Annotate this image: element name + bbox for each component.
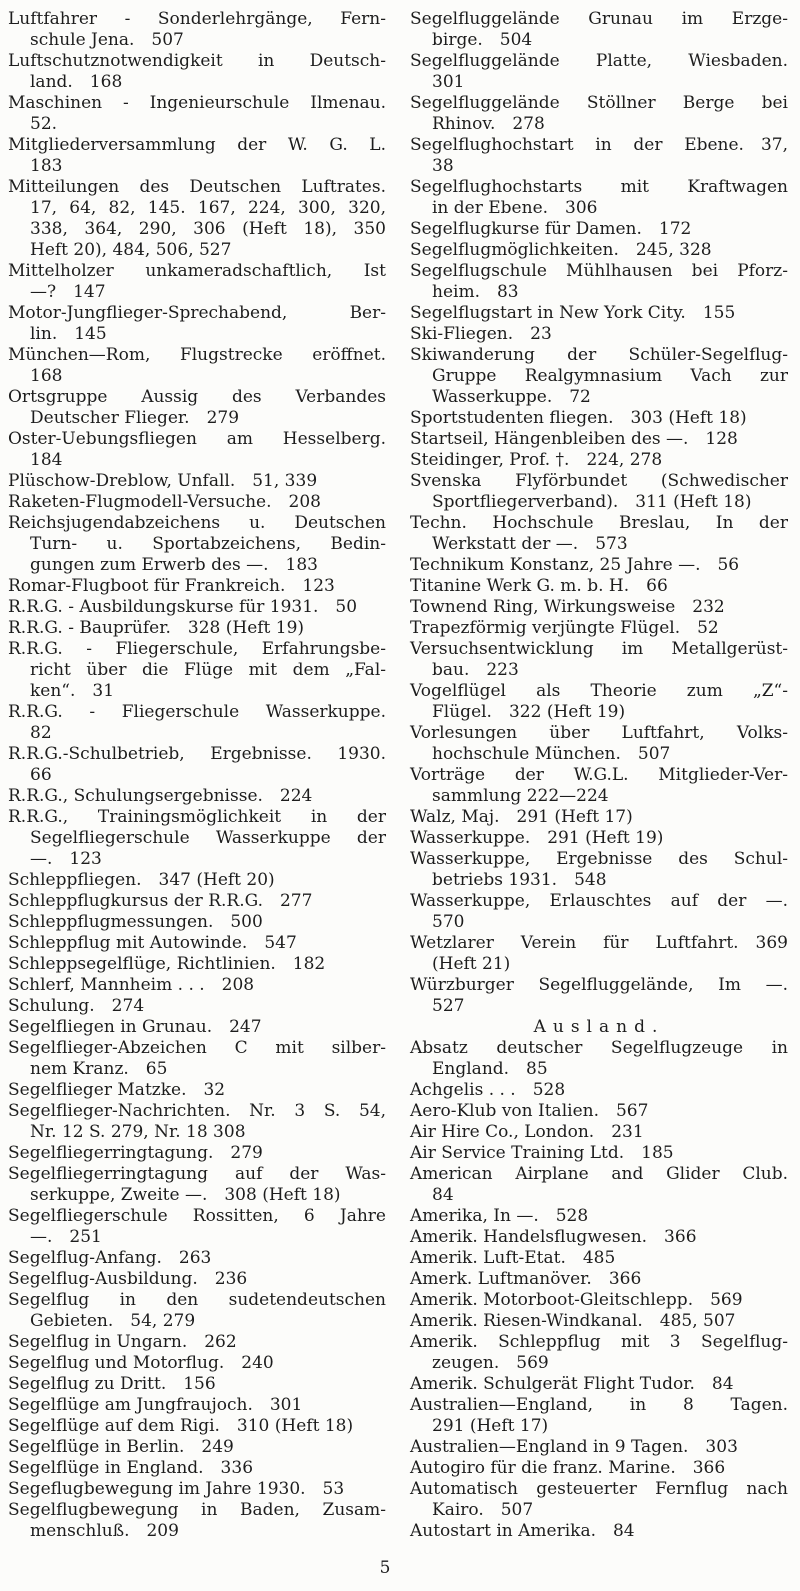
index-entry-line: 184: [30, 450, 63, 470]
index-entry-line: birge. 504: [432, 30, 533, 50]
index-entry-line: Svenska Flyförbundet (Schwedischer: [410, 471, 788, 491]
index-entry: [410, 933, 788, 975]
index-entry: [8, 891, 386, 912]
index-entry: [410, 1080, 788, 1101]
index-entry: [8, 471, 386, 492]
index-entry: [410, 471, 788, 513]
index-entry-line: Wasserkuppe, Ergebnisse des Schul-: [410, 849, 788, 869]
index-entry: [410, 1332, 788, 1374]
index-entry: [8, 1290, 386, 1332]
index-entry-line: 17, 64, 82, 145. 167, 224, 300, 320,: [30, 198, 386, 218]
index-entry: [8, 744, 386, 786]
index-entry-line: Autostart in Amerika. 84: [410, 1521, 635, 1541]
index-entry-line: Segelflughochstart in der Ebene. 37,: [410, 135, 788, 155]
index-entry: [8, 786, 386, 807]
index-entry: [8, 870, 386, 891]
index-entry: [8, 912, 386, 933]
index-entry-line: Techn. Hochschule Breslau, In der: [410, 513, 788, 533]
index-entry-line: Segelfluggelände Grunau im Erzge-: [410, 9, 788, 29]
index-entry-line: Segelflugmöglichkeiten. 245, 328: [410, 240, 712, 260]
index-entry-line: Plüschow-Dreblow, Unfall. 51, 339: [8, 471, 318, 491]
index-entry-line: lin. 145: [30, 324, 107, 344]
index-entry: [410, 93, 788, 135]
index-entry-line: Nr. 12 S. 279, Nr. 18 308: [30, 1122, 246, 1142]
index-entry-line: 66: [30, 765, 52, 785]
index-entry-line: Air Hire Co., London. 231: [410, 1122, 644, 1142]
index-entry: [8, 345, 386, 387]
index-entry: [8, 1500, 386, 1542]
index-entry-line: Skiwanderung der Schüler-Segelflug-: [410, 345, 788, 365]
index-entry-line: bau. 223: [432, 660, 519, 680]
index-entry-line: Amerika, In —. 528: [410, 1206, 589, 1226]
index-entry-line: serkuppe, Zweite —. 308 (Heft 18): [30, 1185, 341, 1205]
index-entry: [410, 975, 788, 1017]
index-entry: [410, 1248, 788, 1269]
index-entry-line: Deutscher Flieger. 279: [30, 408, 240, 428]
index-entry-line: Amerk. Luftmanöver. 366: [410, 1269, 642, 1289]
index-entry-line: 82: [30, 723, 52, 743]
index-entry-line: Werkstatt der —. 573: [432, 534, 628, 554]
index-entry: [410, 1143, 788, 1164]
index-entry-line: Amerik. Motorboot-Gleitschlepp. 569: [410, 1290, 743, 1310]
index-entry-line: R.R.G. - Bauprüfer. 328 (Heft 19): [8, 618, 305, 638]
index-entry-line: Mittelholzer unkameradschaftlich, Ist: [8, 261, 386, 281]
index-entry: [410, 1521, 788, 1542]
index-entry: [8, 261, 386, 303]
index-entry-line: R.R.G., Schulungsergebnisse. 224: [8, 786, 313, 806]
index-entry-line: Sportstudenten fliegen. 303 (Heft 18): [410, 408, 747, 428]
index-entry-line: Australien—England, in 8 Tagen.: [410, 1395, 788, 1415]
index-entry: [410, 1311, 788, 1332]
index-entry-line: Schlerf, Mannheim . . . 208: [8, 975, 255, 995]
index-entry-line: Segelflugbewegung in Baden, Zusam-: [8, 1500, 386, 1520]
index-entry: [410, 723, 788, 765]
index-entry-line: Wetzlarer Verein für Luftfahrt. 369: [410, 933, 788, 953]
index-entry: [410, 1479, 788, 1521]
index-entry-line: Walz, Maj. 291 (Heft 17): [410, 807, 633, 827]
index-entry-line: Rhinov. 278: [432, 114, 545, 134]
index-entry-line: schule Jena. 507: [30, 30, 184, 50]
index-entry-line: Turn- u. Sportabzeichens, Bedin-: [30, 534, 386, 554]
index-entry: [410, 1164, 788, 1206]
index-entry: [410, 1122, 788, 1143]
index-entry-line: Wasserkuppe, Erlauschtes auf der —.: [410, 891, 788, 911]
index-entry-line: 38: [432, 156, 454, 176]
index-entry: [8, 387, 386, 429]
index-entry: [410, 51, 788, 93]
index-columns: [8, 9, 786, 1542]
index-entry-line: ken“. 31: [30, 681, 115, 701]
index-entry-line: Kairo. 507: [432, 1500, 534, 1520]
index-entry-line: Heft 20), 484, 506, 527: [30, 240, 232, 260]
index-entry-line: Aero-Klub von Italien. 567: [410, 1101, 649, 1121]
index-entry: [410, 849, 788, 891]
index-entry: [8, 1458, 386, 1479]
index-entry-line: Mitgliederversammlung der W. G. L.: [8, 135, 386, 155]
index-entry-line: Achgelis . . . 528: [410, 1080, 566, 1100]
index-entry: [410, 177, 788, 219]
index-entry-line: Luftfahrer - Sonderlehrgänge, Fern-: [8, 9, 386, 29]
index-entry-line: Flügel. 322 (Heft 19): [432, 702, 626, 722]
index-entry: [8, 597, 386, 618]
index-entry-line: Amerik. Handelsflugwesen. 366: [410, 1227, 697, 1247]
index-entry: [410, 408, 788, 429]
index-entry: [8, 93, 386, 135]
index-entry: [410, 618, 788, 639]
index-entry: [410, 807, 788, 828]
index-entry: [410, 555, 788, 576]
index-entry-line: gungen zum Erwerb des —. 183: [30, 555, 318, 575]
index-entry-line: England. 85: [432, 1059, 548, 1079]
right-column-ausland-entries: [410, 1038, 788, 1542]
index-entry: [8, 1269, 386, 1290]
index-entry-line: Segelflugstart in New York City. 155: [410, 303, 736, 323]
index-entry-line: 84: [432, 1185, 454, 1205]
index-entry-line: Schleppfliegen. 347 (Heft 20): [8, 870, 275, 890]
index-entry: [410, 1227, 788, 1248]
index-entry-line: Segelfliegen in Grunau. 247: [8, 1017, 262, 1037]
index-entry-line: hochschule München. 507: [432, 744, 671, 764]
index-entry-line: 168: [30, 366, 63, 386]
index-entry-line: Segelfluggelände Platte, Wiesbaden.: [410, 51, 788, 71]
index-entry-line: Ortsgruppe Aussig des Verbandes: [8, 387, 386, 407]
index-entry-line: München—Rom, Flugstrecke eröffnet.: [8, 345, 386, 365]
index-entry-line: R.R.G. - Fliegerschule, Erfahrungsbe-: [8, 639, 386, 659]
index-entry-line: Schleppflug mit Autowinde. 547: [8, 933, 297, 953]
index-entry-line: 527: [432, 996, 465, 1016]
index-entry: [8, 618, 386, 639]
index-entry: [410, 513, 788, 555]
index-entry-line: Startseil, Hängenbleiben des —. 128: [410, 429, 738, 449]
index-entry-line: Segelflughochstarts mit Kraftwagen: [410, 177, 788, 197]
index-entry: [8, 933, 386, 954]
index-entry: [8, 702, 386, 744]
index-entry: [8, 1248, 386, 1269]
index-entry: [410, 1395, 788, 1437]
index-entry-line: Sportfliegerverband). 311 (Heft 18): [432, 492, 752, 512]
index-entry: [8, 1332, 386, 1353]
index-entry: [8, 177, 386, 261]
index-entry: [8, 639, 386, 702]
index-entry-line: Amerik. Riesen-Windkanal. 485, 507: [410, 1311, 736, 1331]
section-heading-ausland: Ausland.: [533, 1017, 665, 1037]
index-entry-line: Gebieten. 54, 279: [30, 1311, 196, 1331]
index-entry-line: Steidinger, Prof. †. 224, 278: [410, 450, 663, 470]
index-entry: [410, 891, 788, 933]
index-entry: [410, 303, 788, 324]
index-entry-line: Segelflüge auf dem Rigi. 310 (Heft 18): [8, 1416, 354, 1436]
index-entry: [8, 1374, 386, 1395]
page-number: 5: [379, 1558, 391, 1578]
index-entry-line: heim. 83: [432, 282, 519, 302]
index-entry-line: menschluß. 209: [30, 1521, 179, 1541]
index-entry-line: (Heft 21): [432, 954, 511, 974]
index-entry-line: Schleppflugmessungen. 500: [8, 912, 263, 932]
index-entry: [410, 828, 788, 849]
index-entry: [8, 513, 386, 576]
index-entry: [8, 1080, 386, 1101]
index-entry-line: Segelflieger-Nachrichten. Nr. 3 S. 54,: [8, 1101, 386, 1121]
index-entry: [8, 975, 386, 996]
index-entry-line: 52.: [30, 114, 58, 134]
index-entry-line: Wasserkuppe. 72: [432, 387, 591, 407]
left-column: [8, 9, 386, 1542]
index-entry-line: Segelfliegerringtagung. 279: [8, 1143, 263, 1163]
index-entry: [410, 345, 788, 408]
index-entry-line: 291 (Heft 17): [432, 1416, 549, 1436]
index-entry-line: Amerik. Schleppflug mit 3 Segelflug-: [410, 1332, 788, 1352]
index-entry: [8, 429, 386, 471]
index-entry: [8, 1164, 386, 1206]
index-entry-line: R.R.G.-Schulbetrieb, Ergebnisse. 1930.: [8, 744, 386, 764]
index-entry-line: sammlung 222—224: [432, 786, 609, 806]
index-entry-line: Segelfliegerringtagung auf der Was-: [8, 1164, 386, 1184]
index-entry: [410, 1101, 788, 1122]
index-entry-line: Maschinen - Ingenieurschule Ilmenau.: [8, 93, 386, 113]
index-entry-line: Segelfliegerschule Wasserkuppe der: [30, 828, 386, 848]
index-entry: [410, 1269, 788, 1290]
right-column-top-entries: [410, 9, 788, 1017]
index-entry: [410, 765, 788, 807]
index-entry: [8, 51, 386, 93]
index-entry: [410, 1206, 788, 1227]
index-entry-line: Schleppflugkursus der R.R.G. 277: [8, 891, 313, 911]
index-entry: [8, 1038, 386, 1080]
index-entry-line: Amerik. Luft-Etat. 485: [410, 1248, 616, 1268]
index-entry: [8, 807, 386, 870]
index-entry-line: Segelflüge in Berlin. 249: [8, 1437, 234, 1457]
index-entry-line: Wasserkuppe. 291 (Heft 19): [410, 828, 664, 848]
index-entry: [410, 324, 788, 345]
index-entry: [8, 1416, 386, 1437]
index-entry-line: zeugen. 569: [432, 1353, 549, 1373]
index-entry: [8, 954, 386, 975]
index-entry-line: American Airplane and Glider Club.: [410, 1164, 788, 1184]
index-entry-line: R.R.G. - Fliegerschule Wasserkuppe.: [8, 702, 386, 722]
index-entry: [8, 9, 386, 51]
index-entry-line: —? 147: [30, 282, 106, 302]
index-entry-line: Vogelflügel als Theorie zum „Z“-: [410, 681, 788, 701]
index-entry: [410, 240, 788, 261]
index-entry: [410, 1290, 788, 1311]
index-entry: [8, 303, 386, 345]
index-entry: [8, 1206, 386, 1248]
index-entry: [8, 492, 386, 513]
index-entry-line: Segelflugkurse für Damen. 172: [410, 219, 692, 239]
index-entry-line: Autogiro für die franz. Marine. 366: [410, 1458, 726, 1478]
index-entry-line: Reichsjugendabzeichens u. Deutschen: [8, 513, 386, 533]
index-entry-line: Titanine Werk G. m. b. H. 66: [410, 576, 668, 596]
index-entry-line: Motor-Jungflieger-Sprechabend, Ber-: [8, 303, 386, 323]
index-entry-line: Segelflug-Ausbildung. 236: [8, 1269, 248, 1289]
index-entry-line: R.R.G., Trainingsmöglichkeit in der: [8, 807, 386, 827]
index-entry-line: —. 251: [30, 1227, 102, 1247]
index-entry-line: R.R.G. - Ausbildungskurse für 1931. 50: [8, 597, 358, 617]
index-entry: [410, 639, 788, 681]
index-entry-line: Romar-Flugboot für Frankreich. 123: [8, 576, 335, 596]
index-entry: [8, 1101, 386, 1143]
index-entry: [410, 681, 788, 723]
index-entry: [8, 1437, 386, 1458]
index-entry-line: Würzburger Segelfluggelände, Im —.: [410, 975, 788, 995]
index-entry: [8, 1353, 386, 1374]
index-entry-line: Segelflug-Anfang. 263: [8, 1248, 212, 1268]
index-entry-line: Ski-Fliegen. 23: [410, 324, 552, 344]
index-entry-line: Australien—England in 9 Tagen. 303: [410, 1437, 738, 1457]
index-entry: [410, 450, 788, 471]
index-entry: [410, 135, 788, 177]
index-entry: [410, 597, 788, 618]
index-entry-line: betriebs 1931. 548: [432, 870, 607, 890]
index-entry-line: Schleppsegelflüge, Richtlinien. 182: [8, 954, 326, 974]
index-entry-line: Segelflug in den sudetendeutschen: [8, 1290, 386, 1310]
index-entry: [8, 1479, 386, 1500]
index-entry-line: Luftschutznotwendigkeit in Deutsch-: [8, 51, 386, 71]
right-column: [410, 9, 788, 1542]
index-entry-line: Segelflug und Motorflug. 240: [8, 1353, 274, 1373]
index-entry-line: Mitteilungen des Deutschen Luftrates.: [8, 177, 386, 197]
index-entry: [410, 1374, 788, 1395]
index-entry-line: Raketen-Flugmodell-Versuche. 208: [8, 492, 321, 512]
index-entry: [410, 261, 788, 303]
index-entry: [410, 429, 788, 450]
index-entry-line: land. 168: [30, 72, 123, 92]
index-entry-line: Automatisch gesteuerter Fernflug nach: [410, 1479, 788, 1499]
index-entry: [410, 219, 788, 240]
index-entry-line: 570: [432, 912, 465, 932]
index-entry: [8, 576, 386, 597]
index-entry: [8, 996, 386, 1017]
index-entry: [410, 1458, 788, 1479]
index-entry-line: Air Service Training Ltd. 185: [410, 1143, 674, 1163]
index-entry-line: Versuchsentwicklung im Metallgerüst-: [410, 639, 788, 659]
index-entry-line: Gruppe Realgymnasium Vach zur: [432, 366, 788, 386]
index-entry-line: Segelfluggelände Stöllner Berge bei: [410, 93, 788, 113]
index-entry-line: Segelflug zu Dritt. 156: [8, 1374, 216, 1394]
index-entry-line: richt über die Flüge mit dem „Fal-: [30, 660, 386, 680]
index-entry-line: 301: [432, 72, 465, 92]
index-entry-line: Absatz deutscher Segelflugzeuge in: [410, 1038, 788, 1058]
index-entry-line: Townend Ring, Wirkungsweise 232: [410, 597, 725, 617]
index-entry-line: 338, 364, 290, 306 (Heft 18), 350: [30, 219, 386, 239]
index-entry-line: Segelflieger Matzke. 32: [8, 1080, 226, 1100]
index-entry: [8, 135, 386, 177]
index-entry-line: Segelflug in Ungarn. 262: [8, 1332, 237, 1352]
index-entry: [410, 1437, 788, 1458]
index-entry: [8, 1143, 386, 1164]
index-entry-line: Segelflüge am Jungfraujoch. 301: [8, 1395, 303, 1415]
index-entry-line: Segelfliegerschule Rossitten, 6 Jahre: [8, 1206, 386, 1226]
index-entry: [410, 1038, 788, 1080]
index-entry-line: Vorlesungen über Luftfahrt, Volks-: [410, 723, 788, 743]
index-entry-line: Segelflieger-Abzeichen C mit silber-: [8, 1038, 386, 1058]
index-entry: [8, 1395, 386, 1416]
index-entry: [410, 9, 788, 51]
index-entry-line: Vorträge der W.G.L. Mitglieder-Ver-: [410, 765, 788, 785]
index-entry-line: Oster-Uebungsfliegen am Hesselberg.: [8, 429, 386, 449]
index-entry-line: Segelflugschule Mühlhausen bei Pforz-: [410, 261, 788, 281]
index-entry-line: Segelflüge in England. 336: [8, 1458, 254, 1478]
index-entry-line: Trapezförmig verjüngte Flügel. 52: [410, 618, 719, 638]
index-entry-line: nem Kranz. 65: [30, 1059, 168, 1079]
index-entry: [410, 576, 788, 597]
index-entry-line: Amerik. Schulgerät Flight Tudor. 84: [410, 1374, 734, 1394]
index-entry-line: —. 123: [30, 849, 102, 869]
index-entry-line: 183: [30, 156, 63, 176]
index-entry-line: in der Ebene. 306: [432, 198, 598, 218]
index-entry-line: Technikum Konstanz, 25 Jahre —. 56: [410, 555, 740, 575]
index-entry-line: Segeflugbewegung im Jahre 1930. 53: [8, 1479, 345, 1499]
index-entry-line: Schulung. 274: [8, 996, 145, 1016]
index-entry: [8, 1017, 386, 1038]
